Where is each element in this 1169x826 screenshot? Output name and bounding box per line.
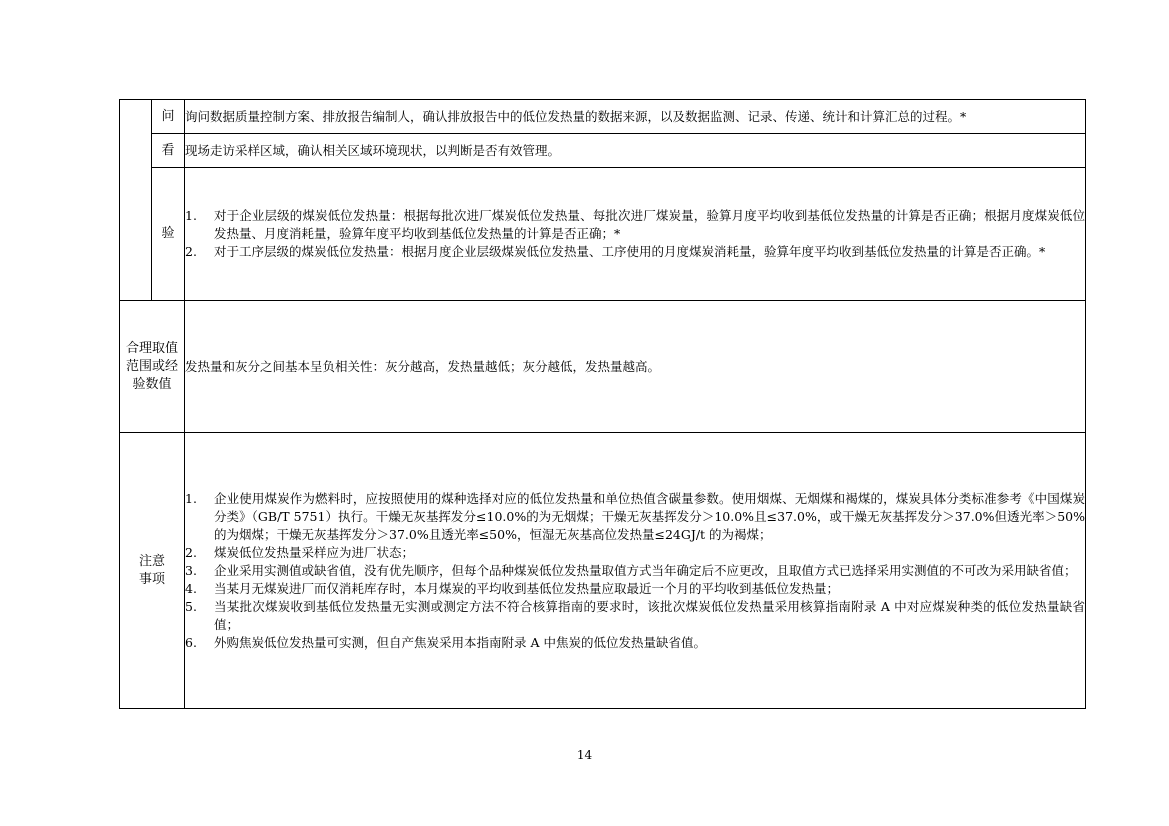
notes-list: [185, 490, 1085, 652]
list-item-text: 对于工序层级的煤炭低位发热量：根据月度企业层级煤炭低位发热量、工序使用的月度煤炭消耗量，验算年度平均收到基低位发热量的计算是否正确。*: [214, 244, 1046, 259]
row-text-look: 现场走访采样区域，确认相关区域环境现状，以判断是否有效管理。: [185, 134, 1086, 168]
list-item-text: 外购焦炭低位发热量可实测，但自产焦炭采用本指南附录 A 中焦炭的低位发热量缺省值。: [214, 634, 706, 650]
row-label-look: 看: [152, 134, 185, 168]
list-item: [185, 544, 1085, 562]
page-number: 14: [576, 748, 593, 762]
row-text-range: 发热量和灰分之间基本呈负相关性：灰分越高，发热量越低；灰分越低，发热量越高。: [185, 301, 1086, 433]
list-item-number: 1.: [185, 490, 197, 506]
list-item-text: 对于企业层级的煤炭低位发热量：根据每批次进厂煤炭低位发热量、每批次进厂煤炭量，验算月度平均收到基低位发热量的计算是否正确；根据月度煤炭低位发热量、月度消耗量，验算年度平均收到基低位发热量的计算是否正确；*: [214, 208, 1085, 241]
row-label-range: 合理取值范围或经验数值: [120, 301, 185, 433]
list-item-number: 4.: [185, 580, 197, 596]
list-item-number: 6.: [185, 634, 197, 650]
list-item: [185, 207, 1085, 243]
table-row-range: [120, 301, 1086, 433]
table-row-look: [120, 134, 1086, 168]
list-item-number: 3.: [185, 562, 197, 578]
table-row-notes: [120, 433, 1086, 709]
list-item-number: 1.: [185, 208, 197, 223]
list-item-text: 煤炭低位发热量采样应为进厂状态；: [214, 544, 415, 560]
list-item-text: 企业采用实测值或缺省值，没有优先顺序，但每个品种煤炭低位发热量取值方式当年确定后不应更改，且取值方式已选择采用实测值的不可改为采用缺省值；: [214, 562, 1077, 578]
list-item-number: 2.: [185, 544, 197, 560]
list-item-text: 当某批次煤炭收到基低位发热量无实测或测定方法不符合核算指南的要求时，该批次煤炭低位发热量采用核算指南附录 A 中对应煤炭种类的低位发热量缺省值；: [214, 598, 1085, 632]
row-label-verify: 验: [152, 168, 185, 301]
row-text-ask: 询问数据质量控制方案、排放报告编制人，确认排放报告中的低位发热量的数据来源，以及数据监测、记录、传递、统计和计算汇总的过程。*: [185, 100, 1086, 134]
merged-left-cell: [120, 100, 152, 301]
row-label-notes: 注意事项: [120, 433, 185, 709]
list-item-text: 企业使用煤炭作为燃料时，应按照使用的煤种选择对应的低位发热量和单位热值含碳量参数。使用烟煤、无烟煤和褐煤的，煤炭具体分类标准参考《中国煤炭分类》（GB/T 5751）执行。干燥无灰基挥发分≤10.0%的为无烟煤；干燥无灰基挥发分＞10.0%且≤37.0%，或干燥无灰基挥发分＞37.0%但透光率＞50%的为烟煤；干燥无灰基挥发分＞37.0%且透光率≤50%，恒湿无灰基高位发热量≤24GJ/t 的为褐煤；: [214, 490, 1085, 542]
list-item: [185, 243, 1085, 261]
row-text-verify: [185, 168, 1086, 301]
list-item: [185, 580, 1085, 598]
list-item: [185, 634, 1085, 652]
row-label-ask: 问: [152, 100, 185, 134]
list-item-number: 2.: [185, 244, 197, 259]
list-item: [185, 490, 1085, 544]
list-item-text: 当某月无煤炭进厂而仅消耗库存时，本月煤炭的平均收到基低位发热量应取最近一个月的平均收到基低位发热量；: [214, 580, 840, 596]
verification-table: [119, 99, 1086, 709]
list-item: [185, 598, 1085, 634]
verify-list: [185, 207, 1085, 261]
table-row-ask: [120, 100, 1086, 134]
row-text-notes: [185, 433, 1086, 709]
table-row-verify: [120, 168, 1086, 301]
list-item: [185, 562, 1085, 580]
list-item-number: 5.: [185, 598, 197, 614]
